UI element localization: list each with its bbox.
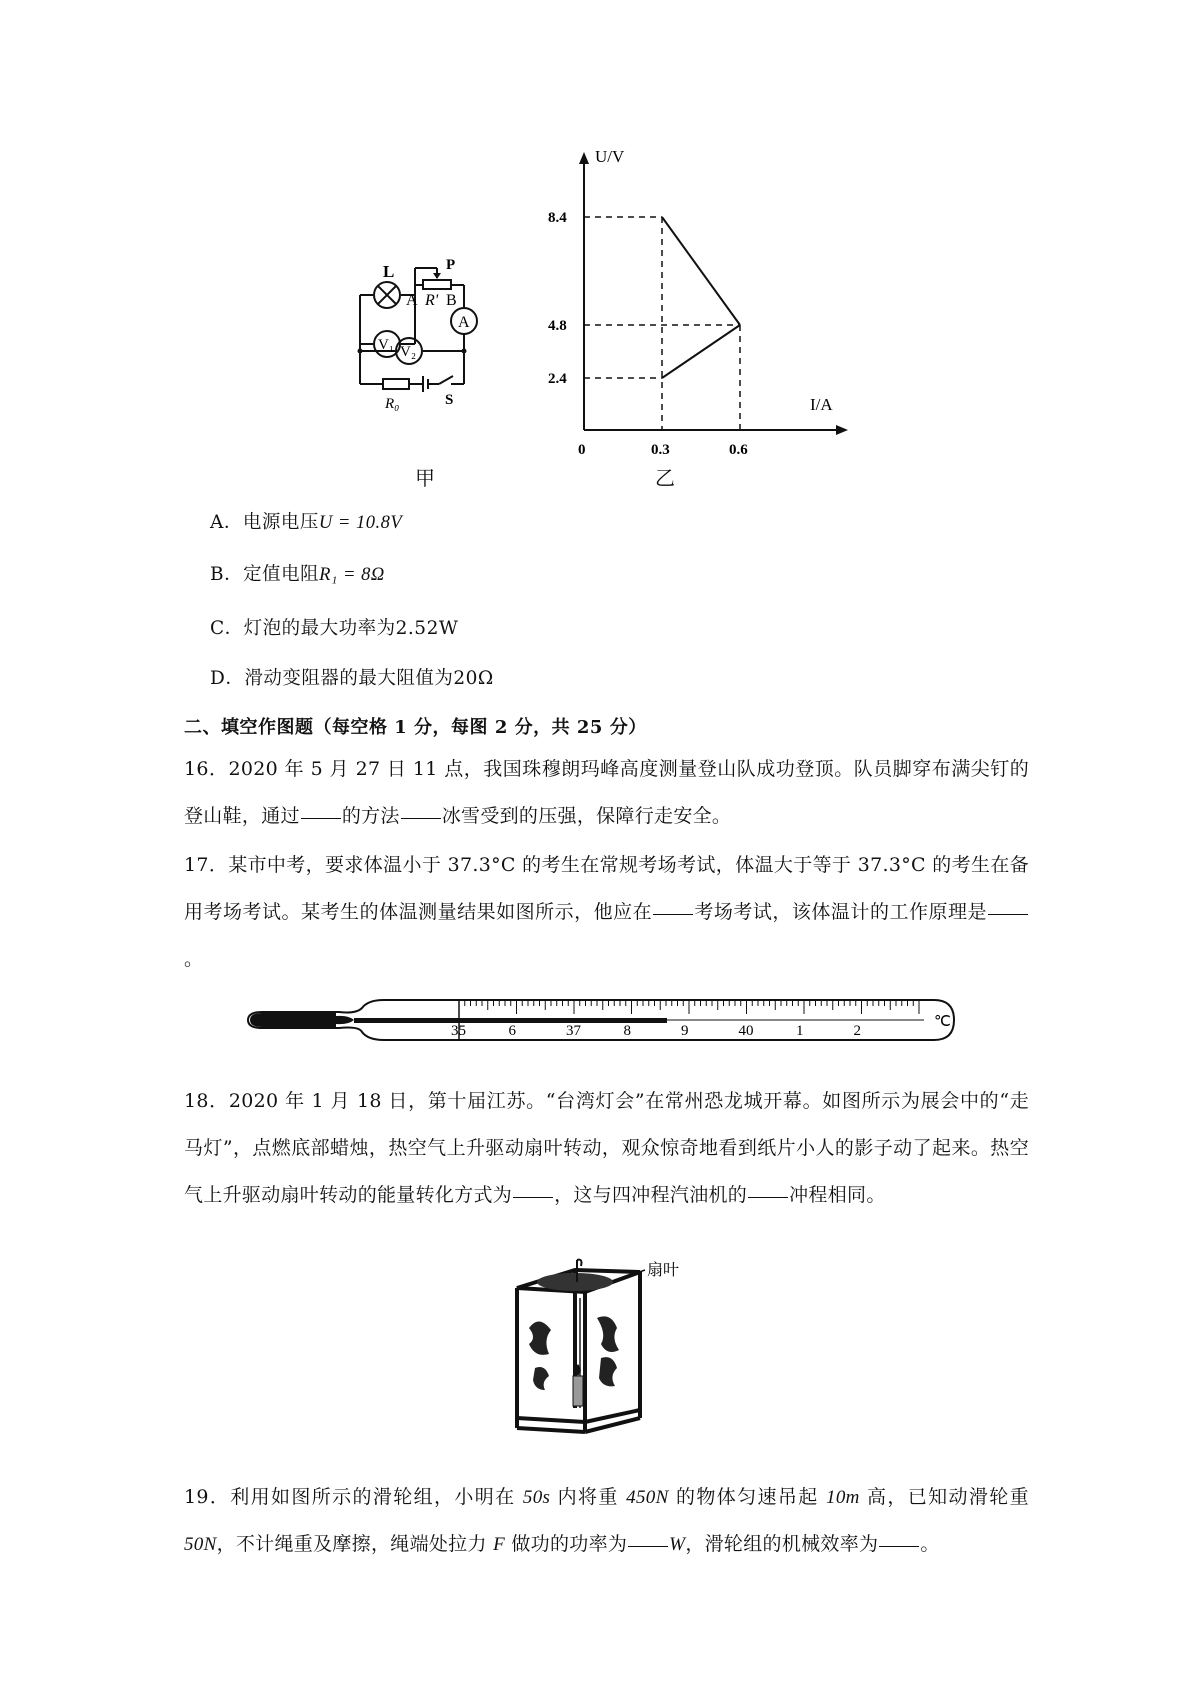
y-axis-label: U/V — [595, 147, 625, 166]
q19-unit: W — [669, 1534, 686, 1555]
q17-text-3: 。 — [184, 948, 204, 970]
option-b — [210, 560, 385, 586]
question-17 — [184, 842, 1029, 983]
q18-text-2: ，这与四冲程汽油机的 — [554, 1184, 748, 1206]
q17-blank-1 — [653, 913, 693, 915]
q19-text-1: 19．利用如图所示的滑轮组，小明在 — [184, 1486, 523, 1508]
option-c-math: 2.52W — [395, 618, 459, 639]
option-c — [210, 614, 458, 640]
thermometer-label: 2 — [853, 1023, 861, 1039]
circuit-label-l: L — [383, 262, 395, 281]
thermometer-unit: ℃ — [934, 1014, 951, 1030]
lantern-label: 扇叶 — [647, 1260, 680, 1279]
y-tick-8-4: 8.4 — [548, 210, 567, 226]
circuit-label-r0: R₀ — [385, 396, 400, 412]
circuit-diagram — [345, 258, 515, 440]
graph-caption: 乙 — [655, 466, 675, 490]
q19-weight: 450N — [626, 1487, 669, 1508]
q19-force: F — [493, 1534, 506, 1555]
thermometer — [244, 990, 964, 1048]
option-c-text: C．灯泡的最大功率为 — [210, 618, 396, 639]
origin-label: 0 — [578, 442, 586, 458]
q19-text-6: 做功的功率为 — [505, 1533, 628, 1555]
thermometer-label: 35 — [451, 1023, 466, 1039]
option-d-math: 20Ω — [453, 668, 494, 689]
thermometer-label: 40 — [738, 1023, 754, 1039]
x-tick-0-6: 0.6 — [729, 442, 748, 458]
q19-text-4: 高，已知动滑轮重 — [859, 1486, 1029, 1508]
q17-blank-2 — [988, 913, 1028, 915]
q19-text-3: 的物体匀速吊起 — [668, 1486, 827, 1508]
thermometer-label: 1 — [796, 1023, 804, 1039]
circuit-label-p: P — [446, 257, 456, 273]
circuit-label-ammeter: A — [458, 314, 470, 331]
thermometer-label: 9 — [681, 1023, 689, 1039]
x-tick-0-3: 0.3 — [651, 442, 670, 458]
q19-text-5: ，不计绳重及摩擦，绳端处拉力 — [216, 1533, 494, 1555]
circuit-label-v2: V₂ — [400, 344, 417, 360]
q16-text-2: 的方法 — [341, 805, 400, 827]
y-tick-4-8: 4.8 — [548, 318, 567, 334]
q19-text-8: 。 — [920, 1533, 940, 1555]
q16-blank-2 — [401, 817, 441, 819]
q18-text-1: 18．2020 年 1 月 18 日，第十届江苏。“台湾灯会”在常州恐龙城开幕。如图所示为展会中的“走马灯”，点燃底部蜡烛，热空气上升驱动扇叶转动，观众惊奇地看到纸片小人的影子动了起来。热空气上升驱动扇叶转动的能量转化方式为 — [184, 1090, 1029, 1206]
q17-text-2: 考场考试，该体温计的工作原理是 — [694, 901, 987, 923]
q19-height: 10m — [826, 1487, 860, 1508]
q16-text-1: 16．2020 年 5 月 27 日 11 点，我国珠穆朗玛峰高度测量登山队成功登顶。队员脚穿布满尖钉的登山鞋，通过 — [184, 758, 1029, 827]
x-axis-label: I/A — [810, 395, 833, 414]
q16-text-3: 冰雪受到的压强，保障行走安全。 — [441, 805, 732, 827]
question-19 — [184, 1474, 1029, 1568]
q19-text-7: ，滑轮组的机械效率为 — [685, 1533, 879, 1555]
u-i-graph — [540, 147, 860, 458]
thermometer-label: 37 — [566, 1023, 581, 1039]
q18-blank-2 — [748, 1196, 788, 1198]
circuit-label-resistor: R' — [425, 292, 439, 309]
circuit-label-a-terminal: A — [406, 292, 418, 309]
circuit-caption: 甲 — [415, 466, 435, 490]
q19-blank-1 — [628, 1545, 668, 1547]
option-d-text: D．滑动变阻器的最大阻值为 — [210, 668, 454, 689]
thermometer-label: 6 — [508, 1023, 516, 1039]
circuit-label-s: S — [445, 392, 454, 408]
option-d — [210, 664, 494, 690]
q19-blank-2 — [879, 1545, 919, 1547]
option-a-math: U = 10.8V — [318, 513, 403, 533]
question-16 — [184, 746, 1029, 840]
q19-time: 50s — [522, 1487, 551, 1508]
option-a-text: A．电源电压 — [210, 512, 319, 533]
question-18 — [184, 1078, 1029, 1219]
section-heading: 二、填空作图题（每空格 1 分，每图 2 分，共 25 分） — [184, 717, 647, 738]
q19-pulley-weight: 50N — [184, 1534, 217, 1555]
thermometer-label: 8 — [623, 1023, 631, 1039]
option-a — [210, 508, 402, 534]
circuit-label-v1: V₁ — [378, 337, 395, 353]
lantern-figure — [505, 1258, 705, 1438]
q18-blank-1 — [513, 1196, 553, 1198]
q19-text-2: 内将重 — [550, 1486, 627, 1508]
q17-text-1: 17．某市中考，要求体温小于 37.3°C 的考生在常规考场考试，体温大于等于 37.3°C 的考生在备用考场考试。某考生的体温测量结果如图所示，他应在 — [184, 854, 1029, 923]
q18-text-3: 冲程相同。 — [789, 1184, 886, 1206]
option-b-math: R₁ = 8Ω — [319, 565, 385, 585]
circuit-label-b-terminal: B — [446, 292, 457, 309]
y-tick-2-4: 2.4 — [548, 371, 567, 387]
option-b-text: B．定值电阻 — [210, 564, 320, 585]
q16-blank-1 — [301, 817, 341, 819]
